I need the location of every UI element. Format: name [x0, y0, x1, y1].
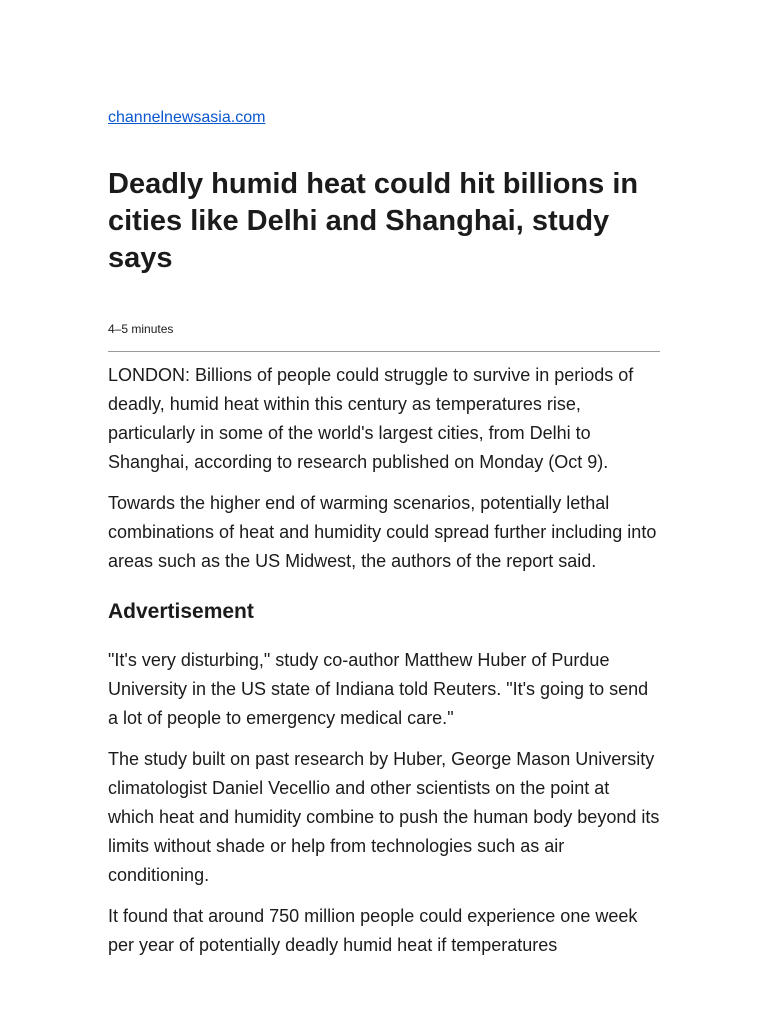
source-link[interactable]: channelnewsasia.com — [108, 109, 266, 126]
article-paragraph: The study built on past research by Huber, George Mason University climatologist Daniel Vecellio and other scientists on the point at which heat and humidity combine to push the human body beyond its limits without shade or help from technologies such as air conditioning. — [108, 749, 660, 885]
divider — [108, 351, 660, 352]
advertisement-heading: Advertisement — [108, 600, 254, 623]
article-paragraph: LONDON: Billions of people could struggle to survive in periods of deadly, humid heat within this century as temperatures rise, particularly in some of the world's largest cities, from Delhi to Shanghai, according to research published on Monday (Oct 9). — [108, 365, 634, 472]
article-paragraph: It found that around 750 million people could experience one week per year of potentially deadly humid heat if temperatures — [108, 906, 638, 955]
article-paragraph: "It's very disturbing," study co-author Matthew Huber of Purdue University in the US state of Indiana told Reuters. "It's going to send a lot of people to emergency medical care." — [108, 650, 649, 728]
article-title: Deadly humid heat could hit billions in cities like Delhi and Shanghai, study says — [108, 168, 639, 274]
article-container — [108, 106, 660, 960]
reading-time: 4–5 minutes — [108, 322, 174, 336]
article-paragraph: Towards the higher end of warming scenarios, potentially lethal combinations of heat and humidity could spread further including into areas such as the US Midwest, the authors of the report said. — [108, 493, 657, 571]
